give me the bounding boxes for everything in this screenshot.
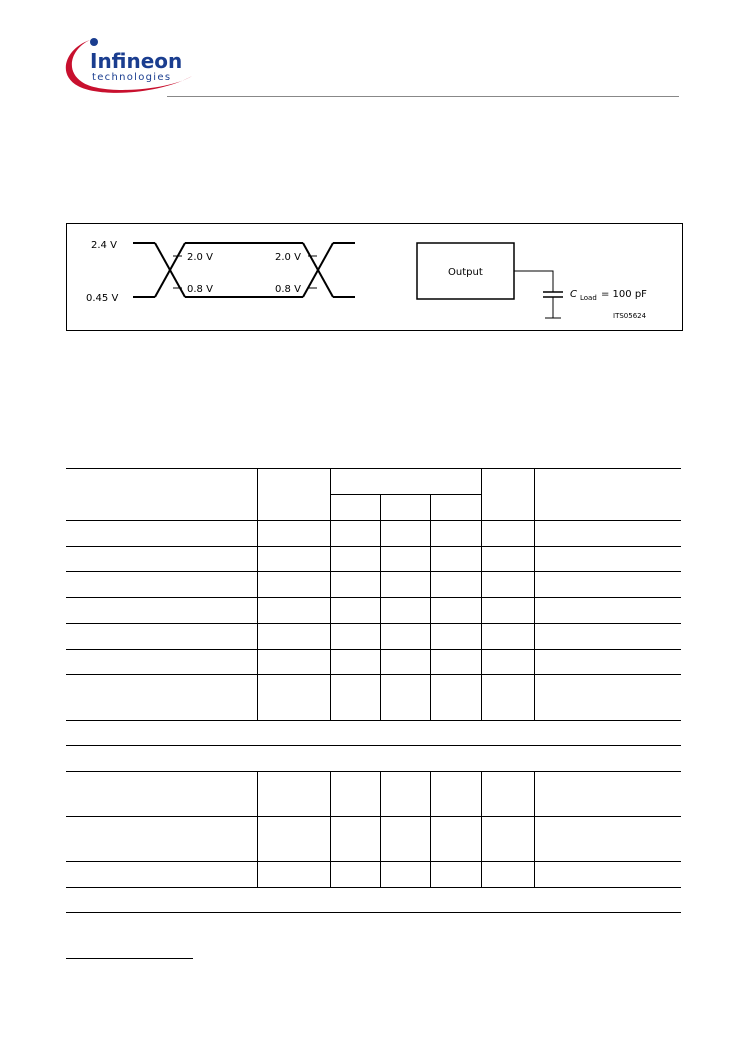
header-rule bbox=[167, 96, 679, 97]
timing-diagram bbox=[66, 223, 683, 331]
figure-id: ITS05624 bbox=[613, 312, 647, 320]
threshold-right-high: 2.0 V bbox=[275, 252, 301, 263]
footnote-rule bbox=[66, 958, 193, 959]
column-rules-section-1 bbox=[258, 468, 535, 720]
logo-tagline: technologies bbox=[92, 72, 172, 83]
output-box-label: Output bbox=[448, 267, 483, 278]
spec-table bbox=[66, 468, 681, 914]
input-low-level: 0.45 V bbox=[86, 293, 119, 304]
threshold-left-low: 0.8 V bbox=[187, 284, 213, 295]
logo-dot bbox=[90, 38, 98, 46]
infineon-logo bbox=[60, 34, 200, 98]
waveform bbox=[133, 243, 355, 297]
column-rules-section-2 bbox=[258, 771, 535, 887]
load-capacitor bbox=[514, 271, 563, 318]
threshold-left-high: 2.0 V bbox=[187, 252, 213, 263]
threshold-right-low: 0.8 V bbox=[275, 284, 301, 295]
load-symbol: C bbox=[570, 289, 577, 300]
logo-name: Infineon bbox=[90, 49, 183, 73]
load-subscript: Load bbox=[580, 294, 597, 302]
load-value: = 100 pF bbox=[601, 289, 647, 300]
input-high-level: 2.4 V bbox=[91, 240, 117, 251]
